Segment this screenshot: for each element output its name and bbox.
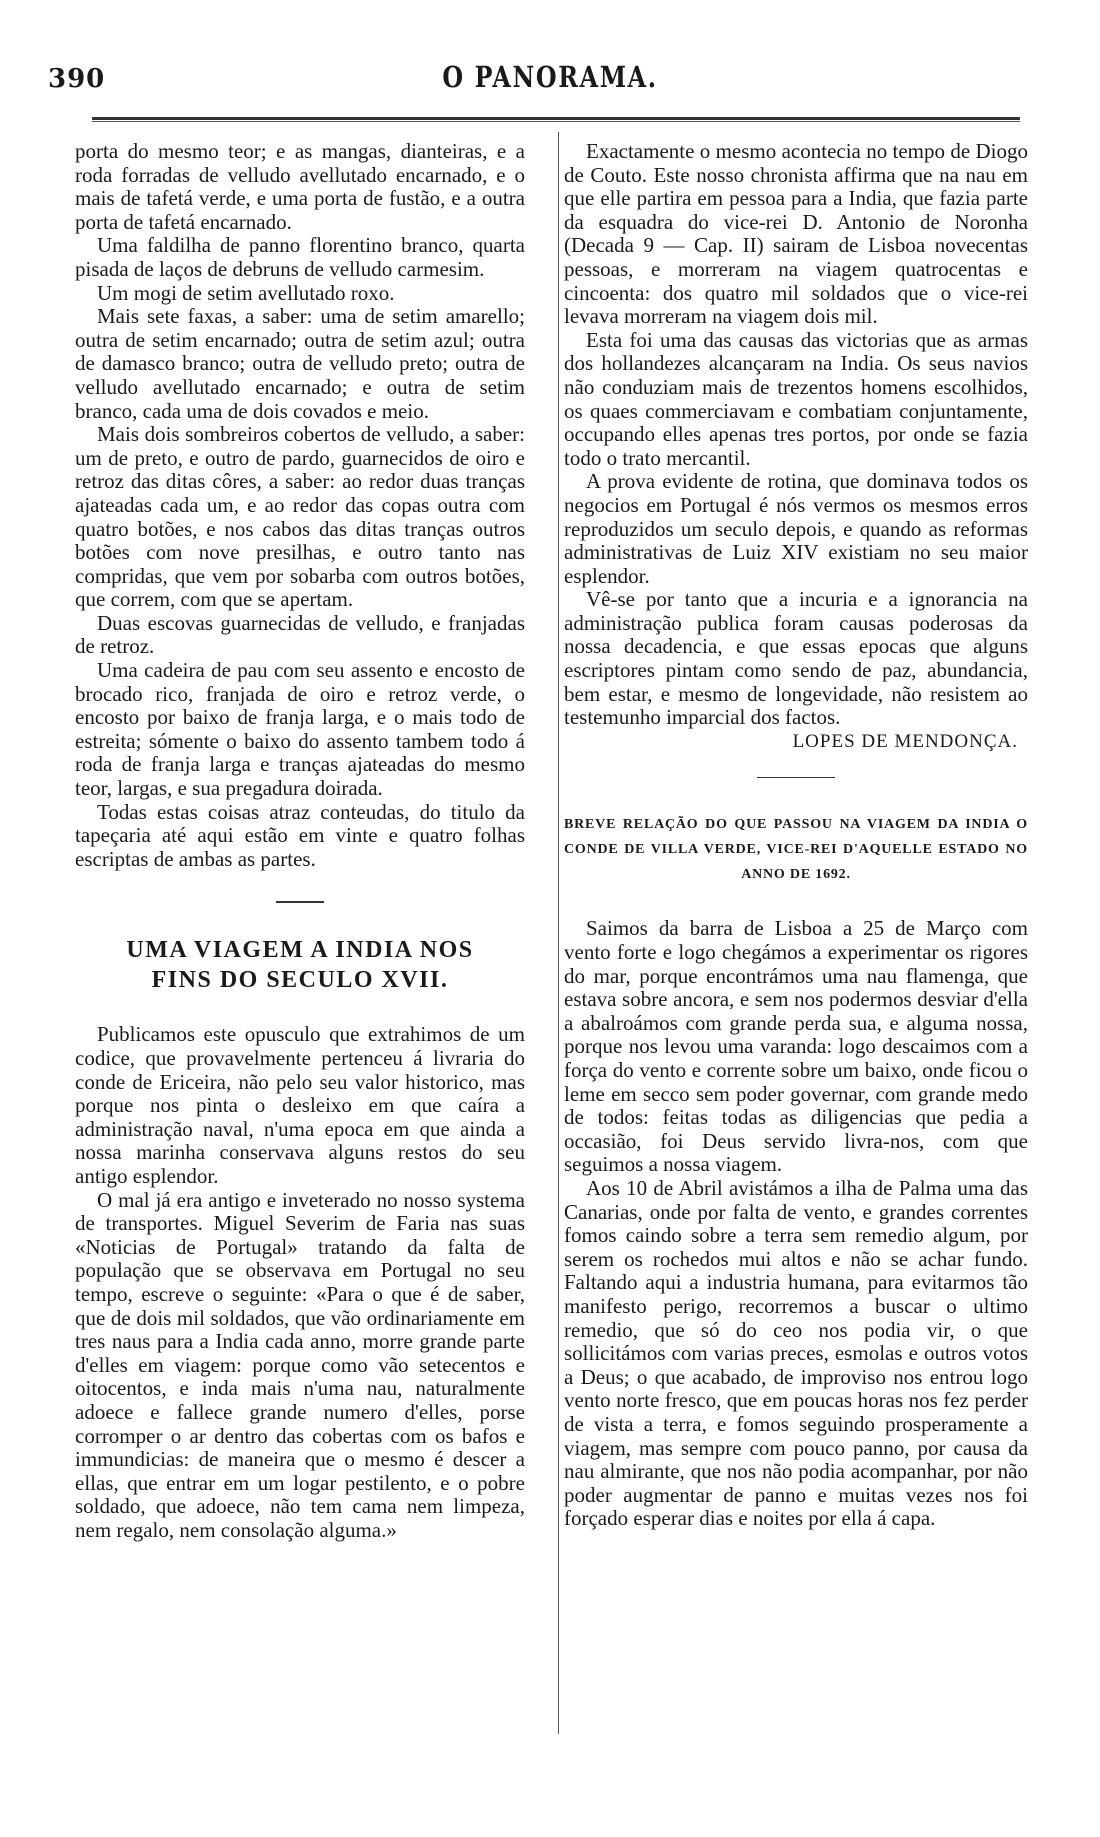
paragraph: Uma faldilha de panno florentino branco, quarta pisada de laços de debruns de velludo carmesim. bbox=[75, 233, 525, 281]
relation-heading: BREVE RELAÇÃO DO QUE PASSOU NA VIAGEM DA INDIA O CONDE DE VILLA VERDE, VICE-REI D'AQUELLE ESTADO NO ANNO DE 1692. bbox=[564, 817, 1028, 883]
page-number: 390 bbox=[48, 64, 106, 94]
article-title: UMA VIAGEM A INDIA NOS FINS DO SECULO XVII. bbox=[126, 937, 474, 994]
section-divider bbox=[276, 901, 324, 903]
right-column bbox=[564, 140, 1028, 1531]
paragraph: A prova evidente de rotina, que dominava todos os negocios em Portugal é nós vermos os mesmos erros reproduzidos um seculo depois, e quando as reformas administrativas de Luiz XIV existiam no seu maior esplendor. bbox=[564, 469, 1028, 588]
paragraph: O mal já era antigo e inveterado no nosso systema de transportes. Miguel Severim de Faria nas suas «Noticias de Portugal» tratando da falta de população que se observava em Portugal no seu tempo, escreve o seguinte: «Para o que é de saber, que de dois mil soldados, que vão ordinariamente em tres naus para a India cada anno, morre grande parte d'elles em viagem: porque como vão setecentos e oitocentos, e inda mais n'uma nau, naturalmente adoece e fallece grande numero d'elles, porse corromper o ar dentro das cobertas com os bafos e immundicias: de maneira que o mesmo é descer a ellas, que entrar em um logar pestilento, e o pobre soldado, que adoece, não tem cama nem limpeza, nem regalo, nem consolação alguma.» bbox=[75, 1187, 525, 1542]
paragraph: Saimos da barra de Lisboa a 25 de Março com vento forte e logo chegámos a experimentar os rigores do mar, porque encontrámos uma nau flamenga, que estava sobre ancora, e sem nos podermos desviar d'ella a abalroámos com grande perda sua, e alguma nossa, porque nos levou uma varanda: logo descaimos com a força do vento e corrente sobre um baixo, onde ficou o leme em secco sem poder governar, com grande medo de todos: feitas todas as diligencias que pedia a occasião, foi Deus servido livra-nos, com que seguimos a nossa viagem. bbox=[564, 916, 1028, 1177]
left-column bbox=[75, 140, 525, 1542]
paragraph: Duas escovas guarnecidas de velludo, e franjadas de retroz. bbox=[75, 610, 525, 659]
paragraph: Um mogi de setim avellutado roxo. bbox=[97, 280, 395, 305]
author-signature: LOPES DE MENDONÇA. bbox=[792, 730, 1018, 752]
paragraph: Mais sete faxas, a saber: uma de setim amarello; outra de setim encarnado; outra de setim azul; outra de damasco branco; outra de velludo preto; outra de velludo avellutado encarnado; e outra de setim branco, cada uma de dois covados e meio. bbox=[75, 304, 525, 423]
paragraph: Aos 10 de Abril avistámos a ilha de Palma uma das Canarias, onde por falta de vento, e grandes correntes fomos caindo sobre a terra sem remedio algum, por serem os rochedos mui altos e não se achar fundo. Faltando aqui a industria humana, para evitarmos tão manifesto perigo, recorremos a buscar o ultimo remedio, que só do ceo nos podia vir, o que sollicitámos com varias preces, esmolas e outros votos a Deus; o que acabado, de improviso nos entrou logo vento norte fresco, que em poucas horas nos fez perder de vista a terra, e fomos seguindo prosperamente a viagem, mas sempre com pouco panno, por causa da nau almirante, que nos não podia acompanhar, por não poder augmentar de panno e muitas vezes nos foi forçado esperar dias e noites por ella á capa. bbox=[564, 1175, 1028, 1531]
paragraph: porta do mesmo teor; e as mangas, dianteiras, e a roda forradas de velludo avellutado encarnado, e o mais de tafetá verde, e uma porta de fustão, e a outra porta de tafetá encarnado. bbox=[75, 139, 525, 234]
header-rule bbox=[92, 117, 1020, 120]
paragraph: Todas estas coisas atraz conteudas, do titulo da tapeçaria até aqui estão em vinte e quatro folhas escriptas de ambas as partes. bbox=[75, 799, 525, 871]
paragraph: Esta foi uma das causas das victorias que as armas dos hollandezes alcançaram na India. Os seus navios não conduziam mais de trezentos homens escolhidos, os quaes commerciavam e combatiam conjuntamente, occupando elles apenas tres portos, por onde se fazia todo o trato mercantil. bbox=[564, 327, 1028, 470]
running-head bbox=[0, 60, 1100, 100]
paragraph: Vê-se por tanto que a incuria e a ignorancia na administração publica foram causas poderosas da nossa decadencia, e que essas epocas que alguns escriptores pintam como sendo de paz, abundancia, bem estar, e mesmo de longevidade, não resistem ao testemunho imparcial dos factos. bbox=[564, 587, 1028, 730]
column-divider bbox=[558, 132, 559, 1734]
section-divider bbox=[757, 777, 835, 778]
paragraph: Mais dois sombreiros cobertos de velludo, a saber: um de preto, e outro de pardo, guarnecidos de oiro e retroz das ditas côres, a saber: ao redor duas tranças ajateadas cada um, e ao redor das copas outra com quatro botões, e nos cabos das ditas tranças outros botões com nove presilhas, e outro tanto nas compridas, que vem por sobarba com outros botões, que correm, com que se apertam. bbox=[75, 422, 525, 612]
paragraph: Publicamos este opusculo que extrahimos de um codice, que provavelmente pertenceu á livraria do conde de Ericeira, não pelo seu valor historico, mas porque nos pinta o desleixo em que caíra a administração naval, n'uma epoca em que ainda a nossa marinha conservava alguns restos do seu antigo esplendor. bbox=[75, 1022, 525, 1188]
header-rule-thin bbox=[92, 121, 1020, 122]
publication-title: O PANORAMA. bbox=[442, 60, 658, 94]
paragraph: Exactamente o mesmo acontecia no tempo de Diogo de Couto. Este nosso chronista affirma que na nau em que elle partira em pessoa para a India, que fazia parte da esquadra do vice-rei D. Antonio de Noronha (Decada 9 — Cap. II) sairam de Lisboa novecentas pessoas, e morreram na viagem quatrocentas e cincoenta: dos quatro mil soldados que o vice-rei levava morreram na viagem dois mil. bbox=[564, 139, 1028, 329]
paragraph: Uma cadeira de pau com seu assento e encosto de brocado rico, franjada de oiro e retroz verde, o encosto por baixo de franja larga, e o mais todo de estreita; sómente o baixo do assento tambem todo á roda de franja larga e tranças ajateadas do mesmo teor, largas, e sua pregadura doirada. bbox=[75, 658, 525, 801]
